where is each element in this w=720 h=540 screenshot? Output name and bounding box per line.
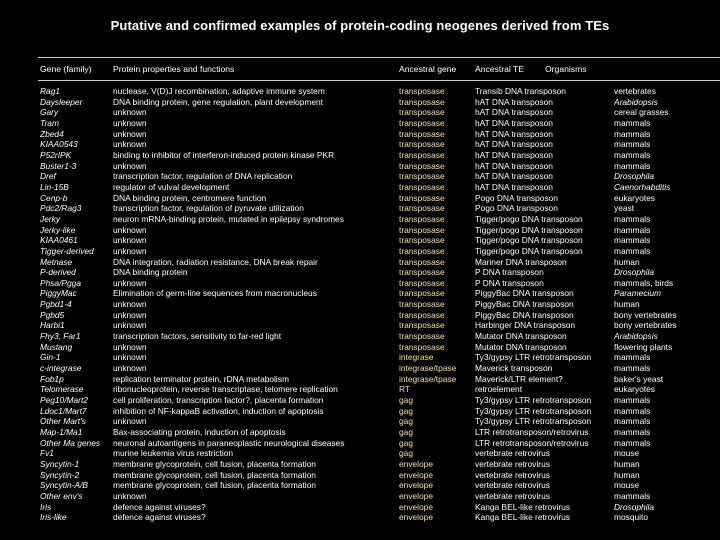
ancestral-gene-cell: gag [399,395,413,406]
protein-cell: Bax-associating protein, induction of apoptosis [113,427,286,437]
ancestral-te-cell: Pogo DNA transposon [475,192,558,203]
ancestral-gene-cell: transposase [399,139,445,150]
ancestral-gene-cell: transposase [399,224,445,235]
organism-cell: vertebrates [614,86,656,96]
protein-cell: ribonucleoprotein, reverse transcriptase, telomere replication [113,384,338,395]
table-row [0,491,720,502]
table-row [0,470,720,481]
protein-cell: transcription factor, regulation of pyruvate utilization [113,203,304,214]
ancestral-gene-cell: transposase [399,171,445,182]
organism-cell: mammals [614,128,651,139]
ancestral-te-cell: vertebrate retrovirus [475,458,550,469]
organism-cell: eukaryotes [614,384,655,395]
organism-cell: baker's yeast [614,373,664,384]
gene-cell: Jerky-like [40,224,76,235]
protein-cell: binding to inhibitor of interferon-induced protein kinase PKR [113,149,335,160]
ancestral-te-cell: Tigger/pogo DNA transposon [475,235,583,246]
table-row [0,171,720,182]
organism-cell: bony vertebrates [614,309,677,320]
table-row [0,129,720,140]
protein-cell: unknown [113,341,147,352]
gene-cell: Fv1 [40,448,54,459]
ancestral-te-cell: vertebrate retrovirus [475,448,550,459]
table-row [0,139,720,150]
gene-cell: Dref [40,171,56,182]
ancestral-te-cell: vertebrate retrovirus [475,490,550,501]
gene-cell: c-integrase [40,363,82,374]
ancestral-te-cell: vertebrate retrovirus [475,469,550,480]
ancestral-gene-cell: transposase [399,96,445,107]
protein-cell: unknown [113,245,147,256]
gene-cell: Lin-15B [40,181,69,192]
gene-cell: Harbi1 [40,320,65,331]
ancestral-te-cell: hAT DNA transposon [475,171,553,182]
table-row [0,352,720,363]
protein-cell: replication terminator protein, rDNA metabolism [113,373,289,384]
protein-cell: neuron mRNA-binding protein, mutated in epilepsy syndromes [113,213,344,224]
organism-cell: mammals [614,416,651,427]
organism-cell: Arabidopsis [614,331,658,342]
ancestral-gene-cell: transposase [399,309,445,320]
organism-cell: Drosophila [614,171,655,182]
gene-cell: P52rIPK [40,149,72,160]
table-row [0,459,720,470]
protein-cell: cell proliferation, transcription factor?, placenta formation [113,395,324,406]
table-row [0,257,720,268]
organism-cell: Arabidopsis [614,96,658,107]
organism-cell: human [614,469,640,480]
organism-cell: mosquito [614,512,648,523]
ancestral-te-cell: Mutator DNA transposon [475,341,567,352]
gene-cell: Gin-1 [40,352,61,363]
gene-cell: KIAA0461 [40,235,78,246]
protein-cell: unknown [113,299,147,310]
ancestral-gene-cell: envelope [399,469,433,480]
table-row [0,320,720,331]
protein-cell: Elimination of germ-line sequences from macronucleus [113,288,317,299]
gene-cell: Mustang [40,341,73,352]
ancestral-te-cell: Ty3/gypsy LTR retrotransposon [475,405,592,416]
gene-cell: Peg10/Mart2 [40,395,88,406]
organism-cell: mammals [614,139,651,150]
organism-cell: mammals, birds [614,277,674,288]
table-row [0,225,720,236]
table-row [0,203,720,214]
protein-cell: membrane glycoprotein, cell fusion, placenta formation [113,480,316,491]
ancestral-te-cell: hAT DNA transposon [475,139,553,150]
protein-cell: transcription factors, sensitivity to far-red light [113,331,282,342]
ancestral-gene-cell: gag [399,416,413,427]
ancestral-gene-cell: envelope [399,480,433,491]
table-row [0,512,720,523]
header-bottom-rule [38,80,720,81]
ancestral-gene-cell: gag [399,437,413,448]
organism-cell: mammals [614,490,651,501]
ancestral-te-cell: hAT DNA transposon [475,128,553,139]
ancestral-te-cell: retroelement [475,384,523,395]
table-row [0,86,720,97]
ancestral-gene-cell: transposase [399,331,445,342]
gene-cell: Telomerase [40,384,84,395]
protein-cell: unknown [113,309,147,320]
organism-cell: flowering plants [614,341,673,352]
ancestral-te-cell: vertebrate retrovirus [475,480,550,491]
gene-cell: Phsa/Pgga [40,277,81,288]
table-row [0,150,720,161]
ancestral-te-cell: hAT DNA transposon [475,107,553,118]
organism-cell: Drosophila [614,267,655,278]
table-row [0,310,720,321]
ancestral-te-cell: Kanga BEL-like retrovirus [475,501,570,512]
gene-cell: Gary [40,107,59,118]
table-row [0,118,720,129]
header-gene: Gene (family) [40,64,92,74]
gene-cell: P-derived [40,267,76,278]
protein-cell: unknown [113,160,147,171]
ancestral-te-cell: LTR retrotransposon/retrovirus [475,437,589,448]
organism-cell: mammals [614,437,651,448]
table-row [0,502,720,513]
ancestral-te-cell: hAT DNA transposon [475,181,553,192]
gene-cell: PiggyMac [40,288,77,299]
table-row [0,288,720,299]
ancestral-gene-cell: transposase [399,192,445,203]
header-ancestral-te: Ancestral TE [475,64,525,74]
ancestral-gene-cell: envelope [399,501,433,512]
ancestral-te-cell: Ty3/gypsy LTR retrotransposon [475,395,592,406]
ancestral-gene-cell: transposase [399,267,445,278]
organism-cell: Drosophila [614,501,655,512]
ancestral-te-cell: hAT DNA transposon [475,160,553,171]
protein-cell: DNA integration, radiation resistance, DNA break repair [113,256,318,267]
ancestral-gene-cell: envelope [399,458,433,469]
organism-cell: Caenorhabditis [614,181,671,192]
gene-cell: Buster1-3 [40,160,77,171]
ancestral-te-cell: P DNA transposon [475,267,544,278]
ancestral-te-cell: PiggyBac DNA transposon [475,309,574,320]
ancestral-gene-cell: transposase [399,213,445,224]
ancestral-gene-cell: transposase [399,256,445,267]
ancestral-gene-cell: transposase [399,320,445,331]
ancestral-te-cell: hAT DNA transposon [475,96,553,107]
table-row [0,278,720,289]
ancestral-gene-cell: transposase [399,341,445,352]
protein-cell: membrane glycoprotein, cell fusion, placenta formation [113,458,316,469]
gene-cell: Metnase [40,256,73,267]
header-top-rule [38,57,720,58]
protein-cell: DNA binding protein, centromere function [113,192,267,203]
header-protein: Protein properties and functions [113,64,235,74]
table-row [0,438,720,449]
ancestral-gene-cell: transposase [399,245,445,256]
protein-cell: unknown [113,224,147,235]
gene-cell: Fob1p [40,373,64,384]
protein-cell: unknown [113,235,147,246]
ancestral-gene-cell: RT [399,384,411,395]
ancestral-gene-cell: envelope [399,490,433,501]
protein-cell: transcription factor, regulation of DNA replication [113,171,293,182]
table-row [0,214,720,225]
table-row [0,395,720,406]
ancestral-gene-cell: transposase [399,107,445,118]
ancestral-te-cell: Kanga BEL-like retrovirus [475,512,570,523]
organism-cell: mammals [614,235,651,246]
organism-cell: mammals [614,363,651,374]
protein-cell: regulator of vulval development [113,181,230,192]
ancestral-te-cell: Tigger/pogo DNA transposon [475,213,583,224]
ancestral-te-cell: LTR retrotransposon/retrovirus [475,427,589,437]
organism-cell: eukaryotes [614,192,655,203]
table-row [0,427,720,438]
table-body [0,86,720,523]
ancestral-te-cell: hAT DNA transposon [475,117,553,128]
ancestral-gene-cell: transposase [399,203,445,214]
table-row [0,448,720,459]
table-row [0,331,720,342]
organism-cell: human [614,299,640,310]
gene-cell: Rag1 [40,86,61,96]
organism-cell: mammals [614,149,651,160]
ancestral-gene-cell: integrase [399,352,434,363]
gene-cell: Daysleeper [40,96,83,107]
ancestral-te-cell: Tigger/pogo DNA transposon [475,224,583,235]
organism-cell: mammals [614,224,651,235]
table-row [0,480,720,491]
ancestral-te-cell: Ty3/gypsy LTR retrotransposon [475,352,592,363]
ancestral-te-cell: Maverick transposon [475,363,553,374]
table-row [0,267,720,278]
ancestral-gene-cell: transposase [399,288,445,299]
gene-cell: Pgbd5 [40,309,65,320]
protein-cell: unknown [113,277,147,288]
ancestral-gene-cell: transposase [399,277,445,288]
protein-cell: defence against viruses? [113,501,206,512]
organism-cell: mammals [614,352,651,363]
organism-cell: mouse [614,448,640,459]
gene-cell: Iris [40,501,52,512]
gene-cell: Other Ma genes [40,437,101,448]
gene-cell: Pdc2/Rag3 [40,203,82,214]
organism-cell: human [614,256,640,267]
protein-cell: unknown [113,128,147,139]
gene-cell: Other env's [40,490,83,501]
table-row [0,246,720,257]
ancestral-te-cell: Mutator DNA transposon [475,331,567,342]
organism-cell: mammals [614,117,651,128]
ancestral-te-cell: PiggyBac DNA transposon [475,299,574,310]
gene-cell: Ldoc1/Mart7 [40,405,87,416]
gene-cell: Map-1/Ma1 [40,427,83,437]
ancestral-te-cell: Harbinger DNA transposon [475,320,576,331]
ancestral-gene-cell: transposase [399,299,445,310]
gene-cell: Tram [40,117,59,128]
ancestral-te-cell: hAT DNA transposon [475,149,553,160]
ancestral-te-cell: Mariner DNA transposon [475,256,567,267]
gene-cell: Syncytin-1 [40,458,80,469]
table-row [0,299,720,310]
organism-cell: cereal grasses [614,107,669,118]
ancestral-te-cell: Maverick/LTR element? [475,373,563,384]
protein-cell: neuronal autoantigens in paraneoplastic neurological diseases [113,437,345,448]
ancestral-gene-cell: envelope [399,512,433,523]
organism-cell: Paramecium [614,288,662,299]
table-row [0,384,720,395]
protein-cell: unknown [113,490,147,501]
ancestral-gene-cell: gag [399,448,413,459]
gene-cell: Cenp-b [40,192,68,203]
protein-cell: nuclease, V(D)J recombination, adaptive immune system [113,86,325,96]
ancestral-te-cell: Transib DNA transposon [475,86,566,96]
table-row [0,107,720,118]
table-row [0,161,720,172]
ancestral-gene-cell: transposase [399,235,445,246]
ancestral-gene-cell: gag [399,427,413,437]
organism-cell: mouse [614,480,640,491]
protein-cell: unknown [113,363,147,374]
gene-cell: Syncytin-A/B [40,480,88,491]
protein-cell: murine leukemia virus restriction [113,448,234,459]
table-row [0,416,720,427]
ancestral-te-cell: PiggyBac DNA transposon [475,288,574,299]
protein-cell: unknown [113,352,147,363]
gene-cell: Other Mart's [40,416,86,427]
protein-cell: unknown [113,416,147,427]
ancestral-te-cell: Ty3/gypsy LTR retrotransposon [475,416,592,427]
gene-cell: Fhy3, Far1 [40,331,81,342]
ancestral-te-cell: Pogo DNA transposon [475,203,558,214]
header-organisms: Organisms [545,64,587,74]
organism-cell: mammals [614,213,651,224]
gene-cell: Tigger-derived [40,245,94,256]
table-row [0,406,720,417]
gene-cell: Pgbd1-4 [40,299,72,310]
protein-cell: unknown [113,320,147,331]
table-row [0,235,720,246]
organism-cell: bony vertebrates [614,320,677,331]
ancestral-gene-cell: transposase [399,160,445,171]
protein-cell: defence against viruses? [113,512,206,523]
ancestral-te-cell: P DNA transposon [475,277,544,288]
organism-cell: mammals [614,395,651,406]
organism-cell: mammals [614,427,651,437]
gene-cell: Syncytin-2 [40,469,80,480]
gene-cell: Zbed4 [40,128,64,139]
organism-cell: mammals [614,245,651,256]
protein-cell: DNA binding protein [113,267,188,278]
organism-cell: yeast [614,203,635,214]
ancestral-gene-cell: gag [399,405,413,416]
gene-cell: Iris-like [40,512,67,523]
organism-cell: mammals [614,405,651,416]
ancestral-gene-cell: transposase [399,86,445,96]
protein-cell: unknown [113,117,147,128]
organism-cell: human [614,458,640,469]
table-row [0,374,720,385]
table-row [0,342,720,353]
table-row [0,182,720,193]
gene-cell: Jerky [40,213,61,224]
page-title: Putative and confirmed examples of protein-coding neogenes derived from TEs [110,18,610,33]
protein-cell: DNA binding protein, gene regulation, plant development [113,96,323,107]
ancestral-gene-cell: transposase [399,149,445,160]
ancestral-te-cell: Tigger/pogo DNA transposon [475,245,583,256]
protein-cell: membrane glycoprotein, cell fusion, placenta formation [113,469,316,480]
gene-cell: KIAA0543 [40,139,78,150]
table-row [0,193,720,204]
table-row [0,363,720,374]
ancestral-gene-cell: integrase/tpase [399,373,457,384]
table-row [0,97,720,108]
header-ancestral-gene: Ancestral gene [399,64,457,74]
ancestral-gene-cell: integrase/tpase [399,363,457,374]
protein-cell: unknown [113,107,147,118]
ancestral-gene-cell: transposase [399,128,445,139]
ancestral-gene-cell: transposase [399,181,445,192]
protein-cell: inhibition of NF-kappaB activation, induction of apoptosis [113,405,324,416]
ancestral-gene-cell: transposase [399,117,445,128]
protein-cell: unknown [113,139,147,150]
organism-cell: mammals [614,160,651,171]
